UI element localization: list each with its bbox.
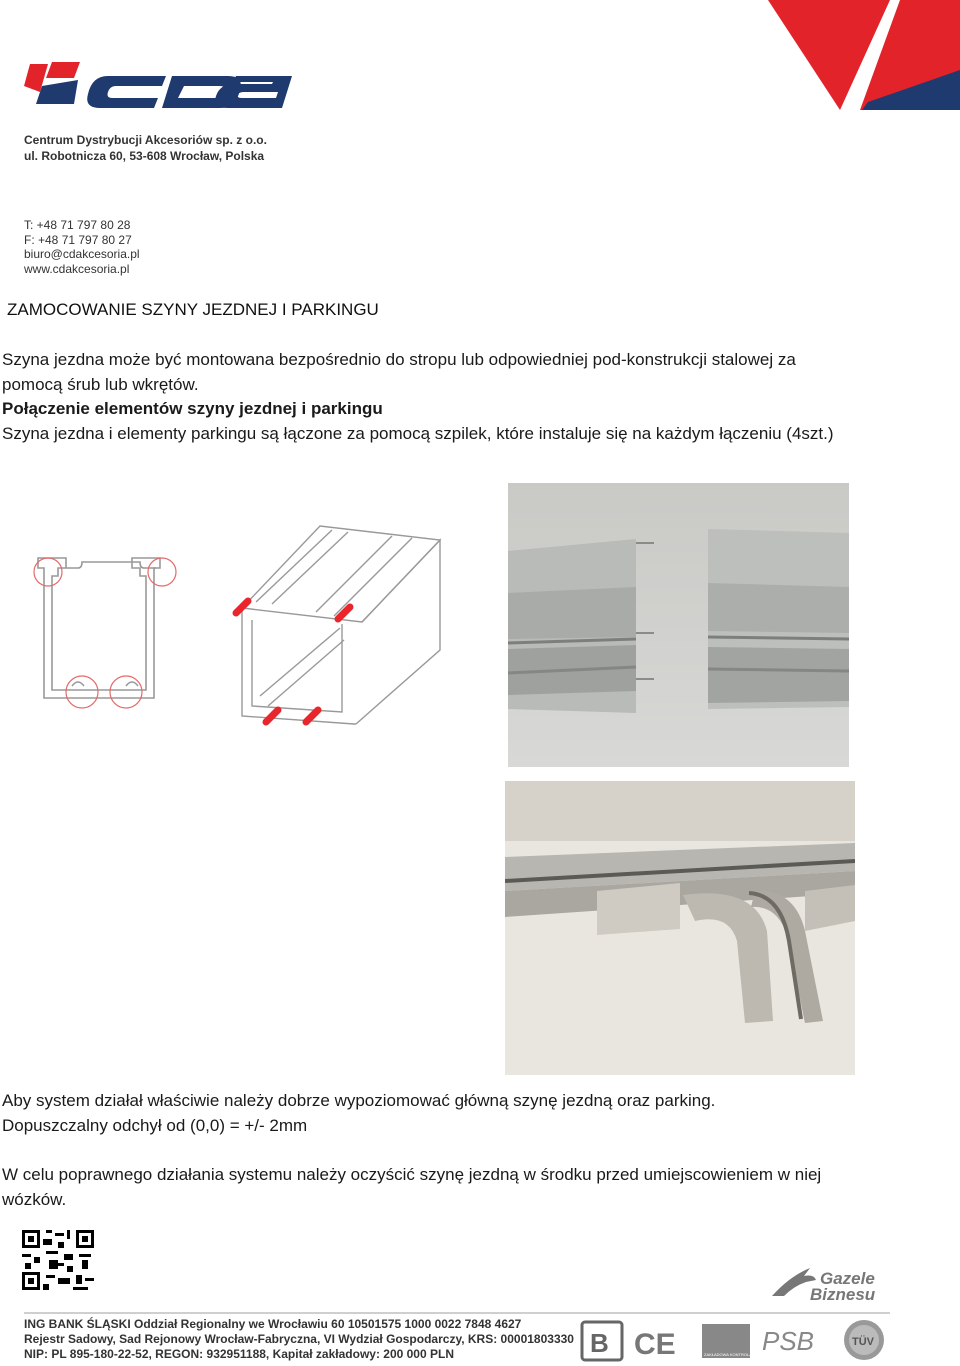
footer-divider xyxy=(24,1312,890,1314)
ce-mark-icon: CE xyxy=(634,1328,676,1361)
contact-email[interactable]: biuro@cdakcesoria.pl xyxy=(24,247,140,261)
company-address: ul. Robotnicza 60, 53-608 Wrocław, Polska xyxy=(24,149,265,163)
svg-text:Biznesu: Biznesu xyxy=(810,1285,876,1302)
b-mark-icon xyxy=(582,1322,622,1360)
connection-text: Szyna jezdna i elementy parkingu są łączone za pomocą szpilek, które instaluje się na każdym łączeniu (4szt.) xyxy=(2,423,834,443)
rail-joint-photo xyxy=(508,483,849,767)
certification-logos xyxy=(580,1318,890,1364)
svg-text:ZAKŁADOWA KONTROLA: ZAKŁADOWA KONTROLA xyxy=(704,1352,752,1357)
corner-decoration xyxy=(740,0,960,115)
footer-bank: ING BANK ŚLĄSKI Oddział Regionalny we Wrocławiu 60 10501575 1000 0022 7848 4627 xyxy=(24,1317,522,1331)
rail-cross-section xyxy=(38,558,160,698)
contact-website[interactable]: www.cdakcesoria.pl xyxy=(24,261,130,276)
section-heading: ZAMOCOWANIE SZYNY JEZDNEJ I PARKINGU xyxy=(7,300,379,319)
company-name: Centrum Dystrybucji Akcesoriów sp. z o.o. xyxy=(24,133,267,147)
tuv-icon xyxy=(844,1320,884,1360)
rail-profile-diagram xyxy=(20,510,460,740)
cleaning-line-1: W celu poprawnego działania systemu należy oczyścić szynę jezdną w środku przed umiejscowieniem w niej xyxy=(2,1165,822,1184)
cleaning-line-2: wózków. xyxy=(2,1189,67,1209)
contact-fax: F: +48 71 797 80 27 xyxy=(24,232,132,247)
contact-phone: T: +48 71 797 80 28 xyxy=(24,218,131,232)
cda-logo xyxy=(22,58,292,118)
footer-registry: Rejestr Sadowy, Sad Rejonowy Wrocław-Fabryczna, VI Wydział Gospodarczy, KRS: 00001803330 xyxy=(24,1332,574,1346)
psb-logo-icon: PSB xyxy=(762,1326,815,1356)
gazele-biznesu-logo xyxy=(770,1262,895,1302)
intro-line-1: Szyna jezdna może być montowana bezpośrednio do stropu lub odpowiedniej pod-konstrukcji stalowej za xyxy=(2,350,796,369)
leveling-line-2: Dopuszczalny odchył od (0,0) = +/- 2mm xyxy=(2,1115,308,1135)
zkp-icon xyxy=(702,1324,752,1358)
cleaning-text xyxy=(2,1163,952,1212)
intro-line-2: pomocą śrub lub wkrętów. xyxy=(2,374,199,394)
rail-isometric xyxy=(242,526,440,724)
intro-text xyxy=(2,348,952,446)
footer-info xyxy=(24,1317,574,1362)
svg-text:TÜV: TÜV xyxy=(852,1336,874,1348)
svg-text:B: B xyxy=(590,1328,609,1358)
contact-info xyxy=(24,218,140,276)
footer-ids: NIP: PL 895-180-22-52, REGON: 932951188, Kapitał zakładowy: 200 000 PLN xyxy=(24,1347,454,1361)
qr-code[interactable] xyxy=(22,1230,94,1290)
connection-subheading: Połączenie elementów szyny jezdnej i parkingu xyxy=(2,399,383,418)
leveling-text xyxy=(2,1089,952,1138)
rail-curve-photo xyxy=(505,781,855,1075)
company-info xyxy=(24,132,267,164)
leveling-line-1: Aby system działał właściwie należy dobrze wypoziomować główną szynę jezdną oraz parking. xyxy=(2,1091,716,1110)
svg-text:Gazele: Gazele xyxy=(820,1269,875,1288)
